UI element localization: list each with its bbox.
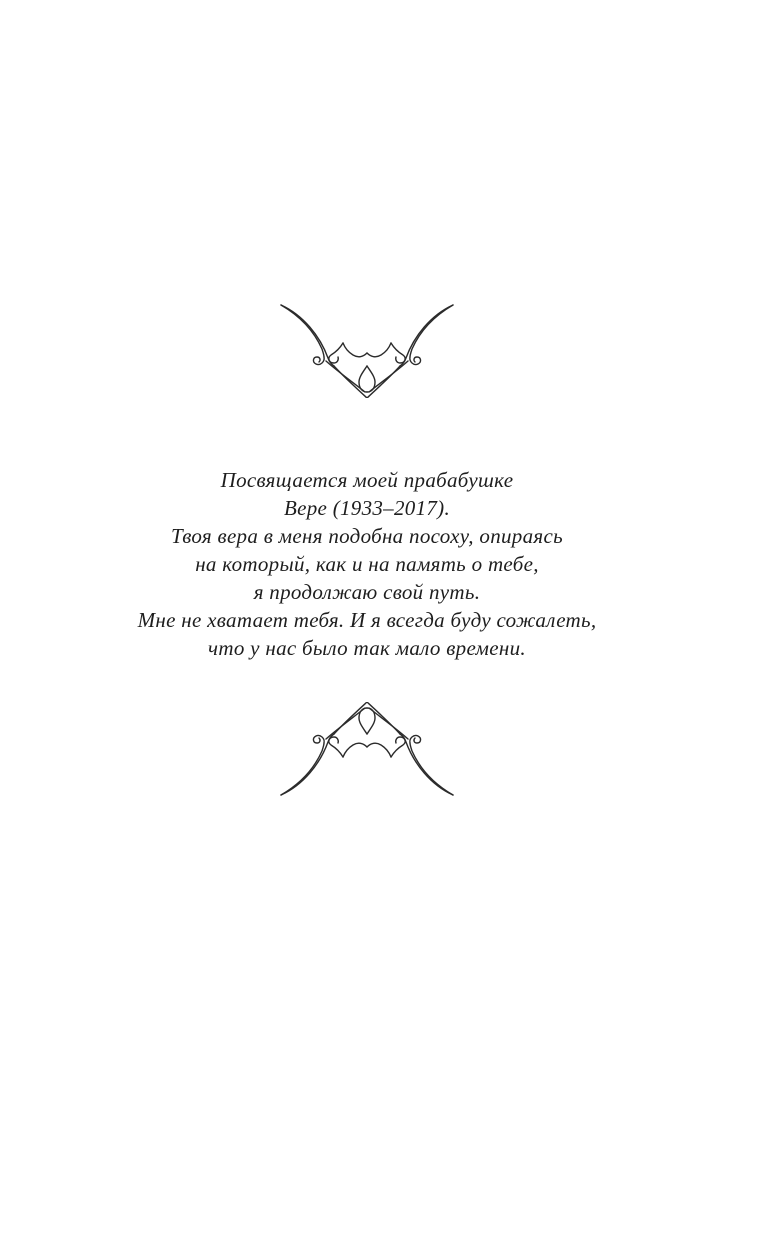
dedication-line: Твоя вера в меня подобна посоху, опираясь [171,524,563,548]
dedication-line: на который, как и на память о тебе, [195,552,539,576]
dedication-line: Вере (1933–2017). [283,496,451,520]
flourish-divider-wings-down-icon [279,302,455,398]
flourish-divider-wings-up-icon [279,702,455,798]
ornament-top [279,302,455,398]
dedication-text [0,466,734,662]
dedication-line: что у нас было так мало времени. [208,636,526,660]
dedication-line: Посвящается моей прабабушке [220,468,514,492]
ornament-bottom [279,702,455,798]
dedication-line: я продолжаю свой путь. [253,580,481,604]
dedication-line: Мне не хватает тебя. И я всегда буду сожалеть, [137,608,597,632]
